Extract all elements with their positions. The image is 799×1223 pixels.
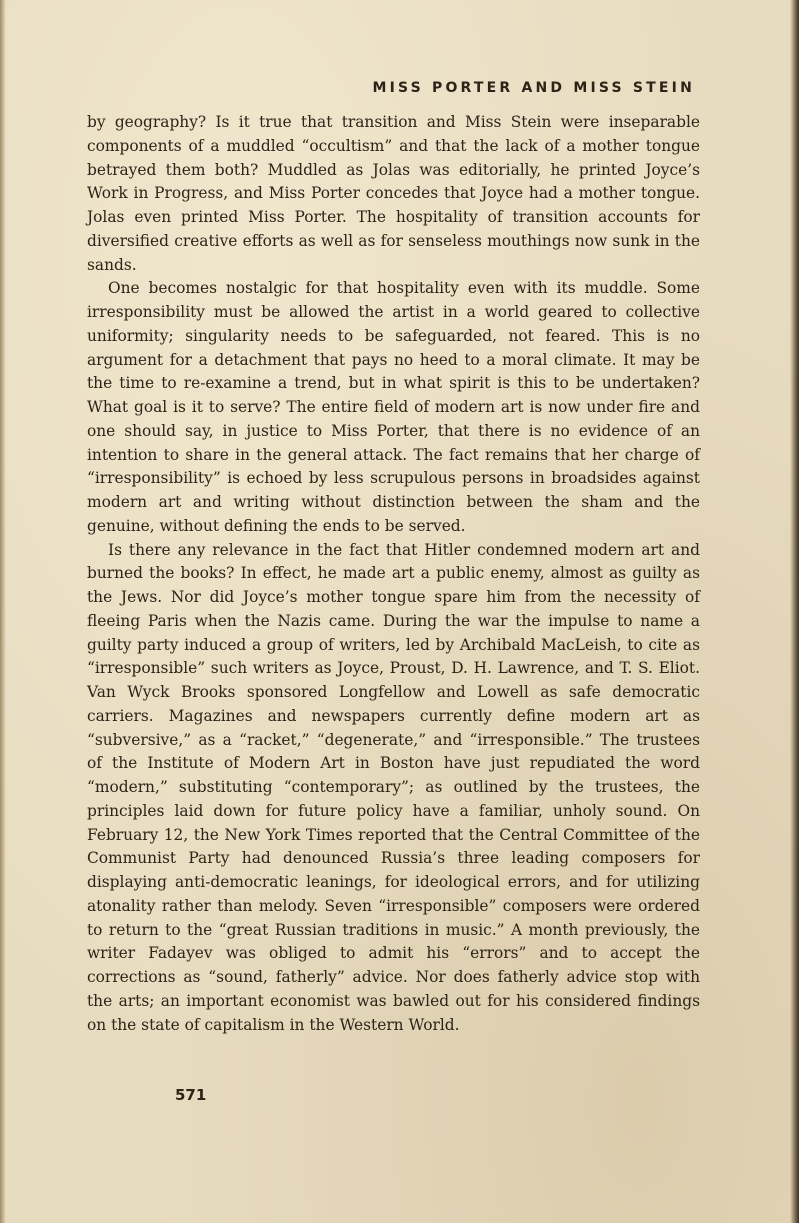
- page-left-edge-shadow: [0, 0, 6, 1223]
- paragraph-2: One becomes nostalgic for that hospitality even with its muddle. Some irresponsibility must be allowed the artist in a world geared to collective uniformity; singularity needs to be safeguarded, not feared. This is no argument for a detachment that pays no heed to a moral climate. It may be the time to re-examine a trend, but in what spirit is this to be undertaken? What goal is it to serve? The entire field of modern art is now under fire and one should say, in justice to Miss Porter, that there is no evidence of an intention to share in the general attack. The fact remains that her charge of “irresponsibility” is echoed by less scrupulous persons in broadsides against modern art and writing without distinction between the sham and the genuine, without defining the ends to be served.: [87, 279, 700, 535]
- body-text: [87, 111, 700, 1037]
- paragraph-3: Is there any relevance in the fact that Hitler condemned modern art and burned the books? In effect, he made art a public enemy, almost as guilty as the Jews. Nor did Joyce’s mother tongue spare him from the necessity of fleeing Paris when the Nazis came. During the war the impulse to name a guilty party induced a group of writers, led by Archibald MacLeish, to cite as “irresponsible” such writers as Joyce, Proust, D. H. Lawrence, and T. S. Eliot. Van Wyck Brooks sponsored Longfellow and Lowell as safe democratic carriers. Magazines and newspapers currently define modern art as “subversive,” as a “racket,” “degenerate,” and “irresponsible.” The trustees of the Institute of Modern Art in Boston have just repudiated the word “modern,” substituting “contemporary”; as outlined by the trustees, the principles laid down for future policy have a familiar, unholy sound. On February 12, the New York Times reported that the Central Committee of the Communist Party had denounced Russia’s three leading composers for displaying anti-democratic leanings, for ideological errors, and for utilizing atonality rather than melody. Seven “irresponsible” composers were ordered to return to the “great Russian traditions in music.” A month previously, the writer Fadayev was obliged to admit his “errors” and to accept the corrections as “sound, fatherly” advice. Nor does fatherly advice stop with the arts; an important economist was bawled out for his considered findings on the state of capitalism in the Western World.: [87, 540, 700, 1034]
- running-head: MISS PORTER AND MISS STEIN: [372, 80, 695, 96]
- page-right-edge-shadow: [790, 0, 799, 1223]
- paragraph-1: by geography? Is it true that transition and Miss Stein were inseparable components of a muddled “occultism” and that the lack of a mother tongue betrayed them both? Muddled as Jolas was editorially, he printed Joyce’s Work in Progress, and Miss Porter concedes that Joyce had a mother tongue. Jolas even printed Miss Porter. The hospitality of transition accounts for diversified creative efforts as well as for senseless mouthings now sunk in the sands.: [87, 113, 700, 274]
- page-number: 571: [175, 1086, 207, 1104]
